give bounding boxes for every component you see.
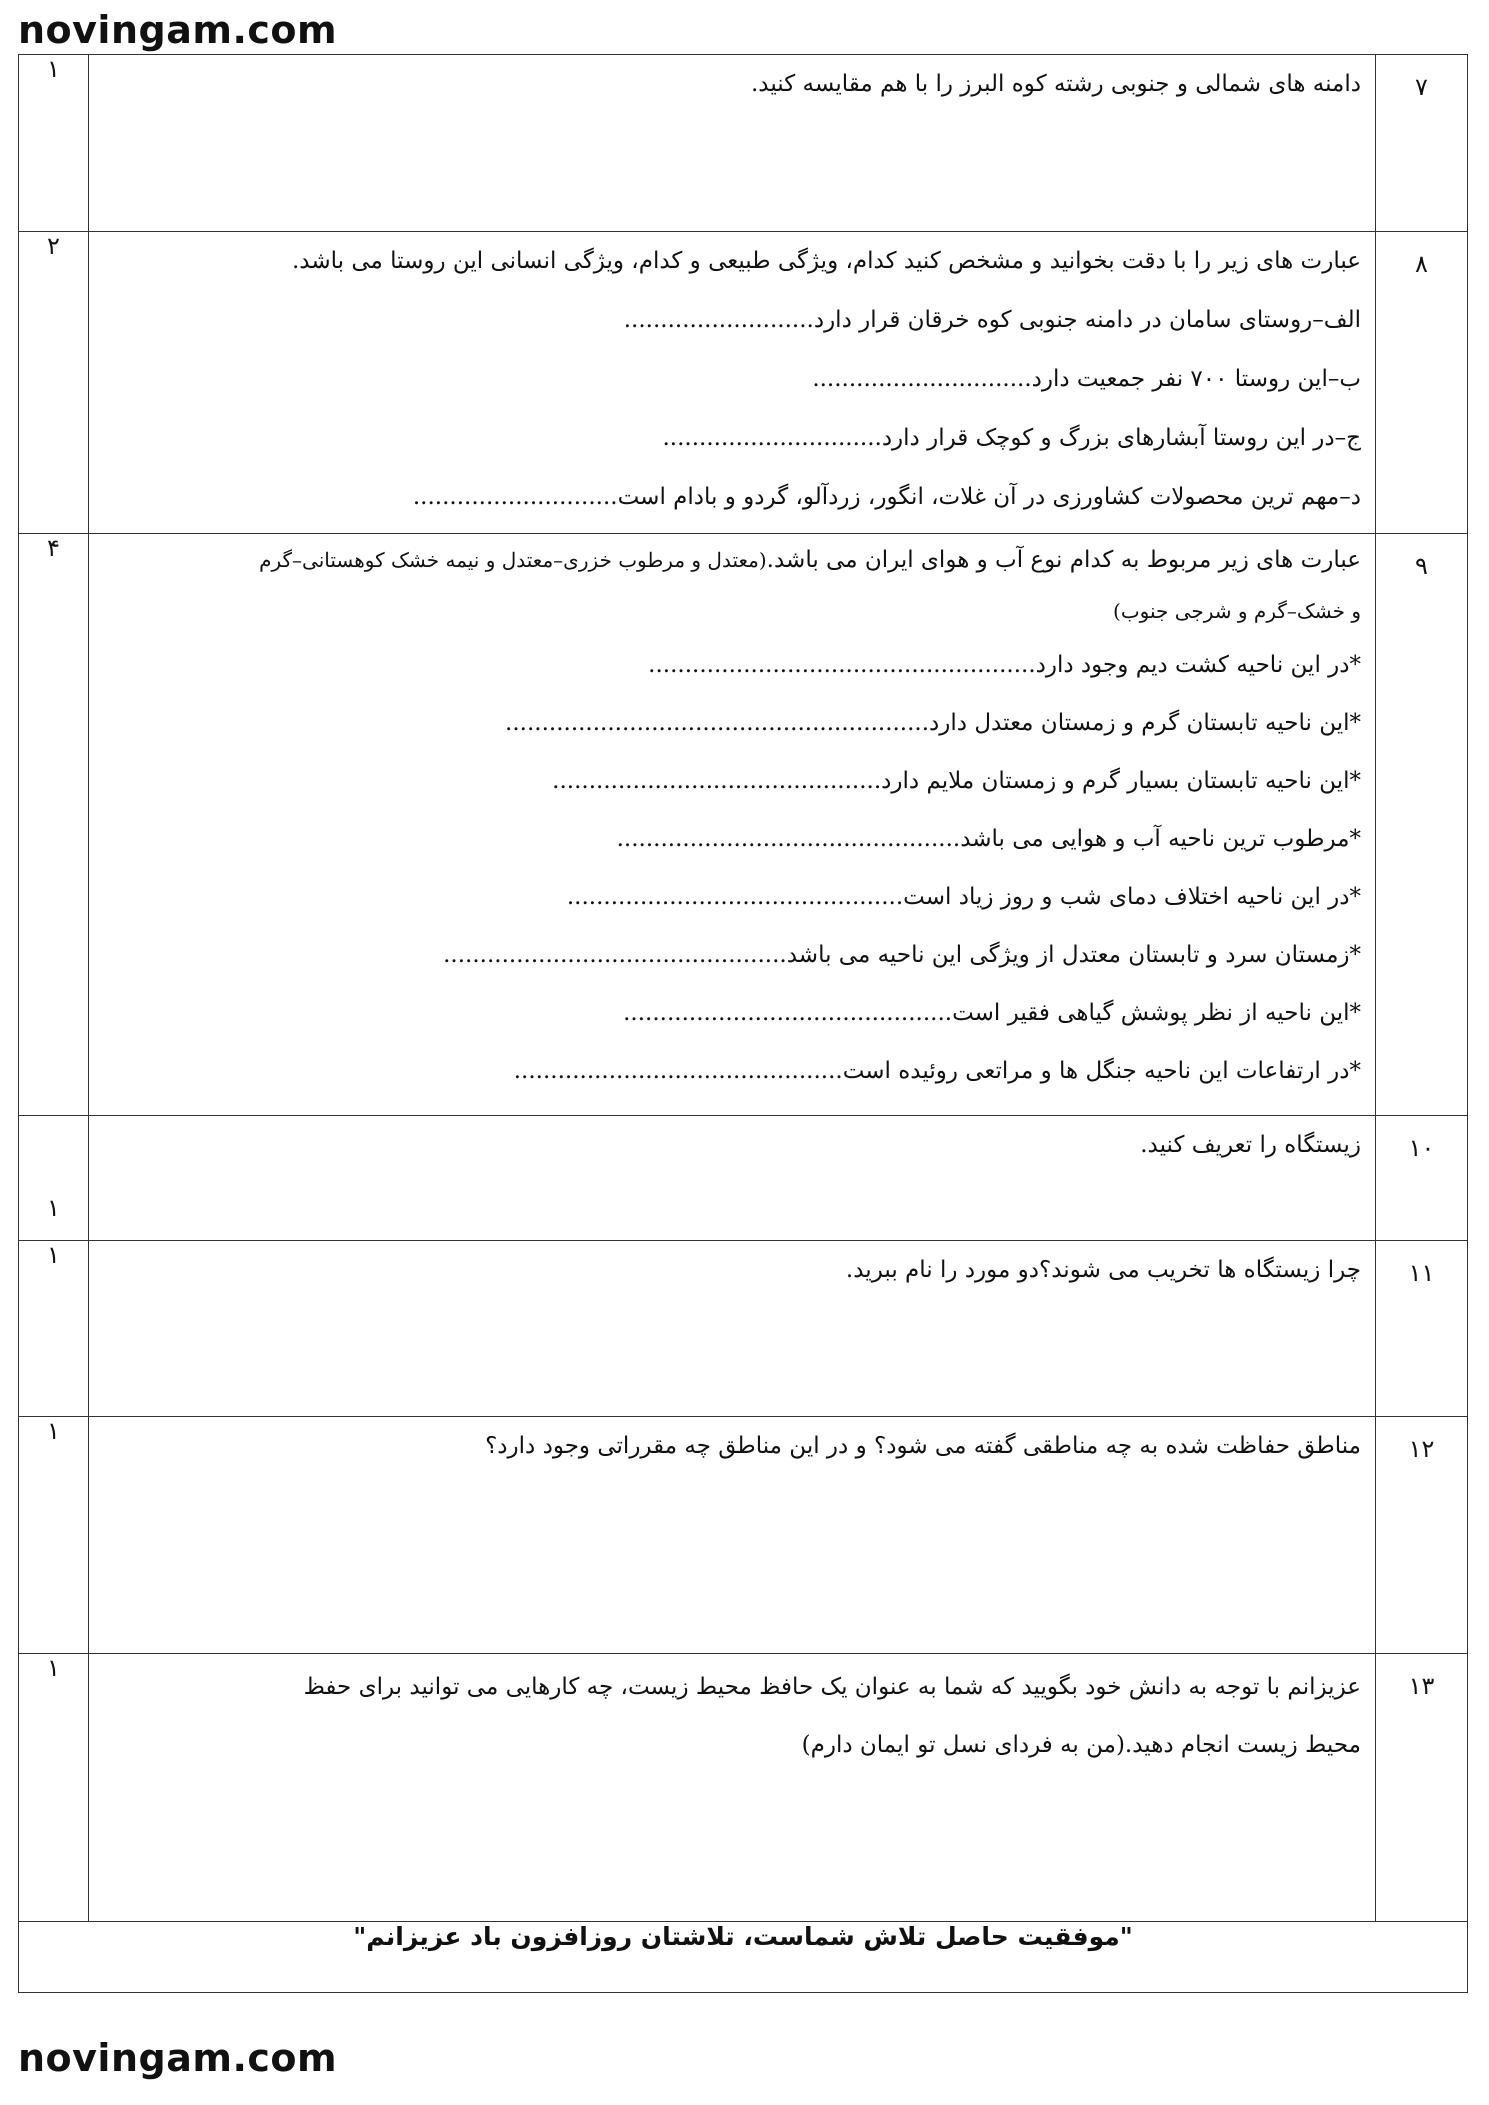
question-row-8 [19,232,1468,534]
question-number: ۷ [1376,55,1468,232]
question-content [89,1654,1376,1922]
question-row-10 [19,1116,1468,1241]
answer-line: *این ناحیه از نظر پوشش گیاهی فقیر است............................................. [623,1000,1361,1026]
answer-line: *در ارتفاعات این ناحیه جنگل ها و مراتعی روئیده است............................................. [513,1058,1361,1084]
question-number: ۱۳ [1376,1654,1468,1922]
question-text-cont: محیط زیست انجام دهید.(من به فردای نسل تو ایمان دارم) [801,1732,1361,1758]
answer-line: *زمستان سرد و تابستان معتدل از ویژگی این ناحیه می باشد............................................... [443,942,1361,968]
footer-message: "موفقیت حاصل تلاش شماست، تلاشتان روزافزون باد عزیزانم" [19,1922,1468,1993]
answer-line: *این ناحیه تابستان گرم و زمستان معتدل دارد.......................................................... [505,710,1361,736]
score-cell: ۴ [19,534,89,1116]
question-text [103,534,1361,586]
question-row-12 [19,1417,1468,1654]
question-row-11 [19,1241,1468,1417]
question-content [89,1116,1376,1241]
question-content [89,534,1376,1116]
answer-line: ب–این روستا ۷۰۰ نفر جمعیت دارد.............................. [812,366,1361,392]
question-text: چرا زیستگاه ها تخریب می شوند؟دو مورد را نام ببرید. [845,1257,1361,1283]
answer-line: *در این ناحیه اختلاف دمای شب و روز زیاد است.............................................. [566,884,1361,910]
question-number: ۱۰ [1376,1116,1468,1241]
answer-line: د–مهم ترین محصولات کشاورزی در آن غلات، انگور، زردآلو، گردو و بادام است............................ [412,484,1361,510]
score-cell: ۱ [19,55,89,232]
footer-row [19,1922,1468,1993]
question-note-cont: و خشک–گرم و شرجی جنوب) [1113,599,1361,623]
question-number: ۸ [1376,232,1468,534]
answer-line: *این ناحیه تابستان بسیار گرم و زمستان ملایم دارد............................................. [552,768,1361,794]
question-text-main: عبارت های زیر مربوط به کدام نوع آب و هوای ایران می باشد. [766,547,1361,573]
answer-line: *مرطوب ترین ناحیه آب و هوایی می باشد............................................... [616,826,1361,852]
question-row-13 [19,1654,1468,1922]
question-number: ۱۱ [1376,1241,1468,1417]
score-cell: ۱ [19,1241,89,1417]
question-text: عزیزانم با توجه به دانش خود بگویید که شما به عنوان یک حافظ محیط زیست، چه کارهایی می توانید برای حفظ [303,1674,1361,1700]
answer-line: *در این ناحیه کشت دیم وجود دارد..................................................... [648,652,1361,678]
question-text: عبارت های زیر را با دقت بخوانید و مشخص کنید کدام، ویژگی طبیعی و کدام، ویژگی انسانی این روستا می باشد. [291,248,1361,274]
question-content [89,1241,1376,1417]
question-text: زیستگاه را تعریف کنید. [1140,1132,1361,1158]
question-content [89,232,1376,534]
question-content [89,1417,1376,1654]
question-text: دامنه های شمالی و جنوبی رشته کوه البرز را با هم مقایسه کنید. [750,71,1361,97]
score-cell: ۲ [19,232,89,534]
answer-line: ج–در این روستا آبشارهای بزرگ و کوچک قرار دارد.............................. [662,425,1361,451]
question-row-7 [19,55,1468,232]
score-cell: ۱ [19,1654,89,1922]
question-content [89,55,1376,232]
question-number: ۹ [1376,534,1468,1116]
watermark-top: novingam.com [18,8,338,52]
watermark-bottom: novingam.com [18,2036,338,2080]
score-cell: ۱ [19,1116,89,1241]
question-row-9 [19,534,1468,1116]
question-number: ۱۲ [1376,1417,1468,1654]
question-text: مناطق حفاظت شده به چه مناطقی گفته می شود؟ و در این مناطق چه مقرراتی وجود دارد؟ [485,1433,1361,1459]
exam-table [18,54,1468,1993]
answer-line: الف–روستای سامان در دامنه جنوبی کوه خرقان قرار دارد.......................... [623,307,1361,333]
score-cell: ۱ [19,1417,89,1654]
question-note: (معتدل و مرطوب خزری–معتدل و نیمه خشک کوهستانی–گرم [259,548,767,572]
